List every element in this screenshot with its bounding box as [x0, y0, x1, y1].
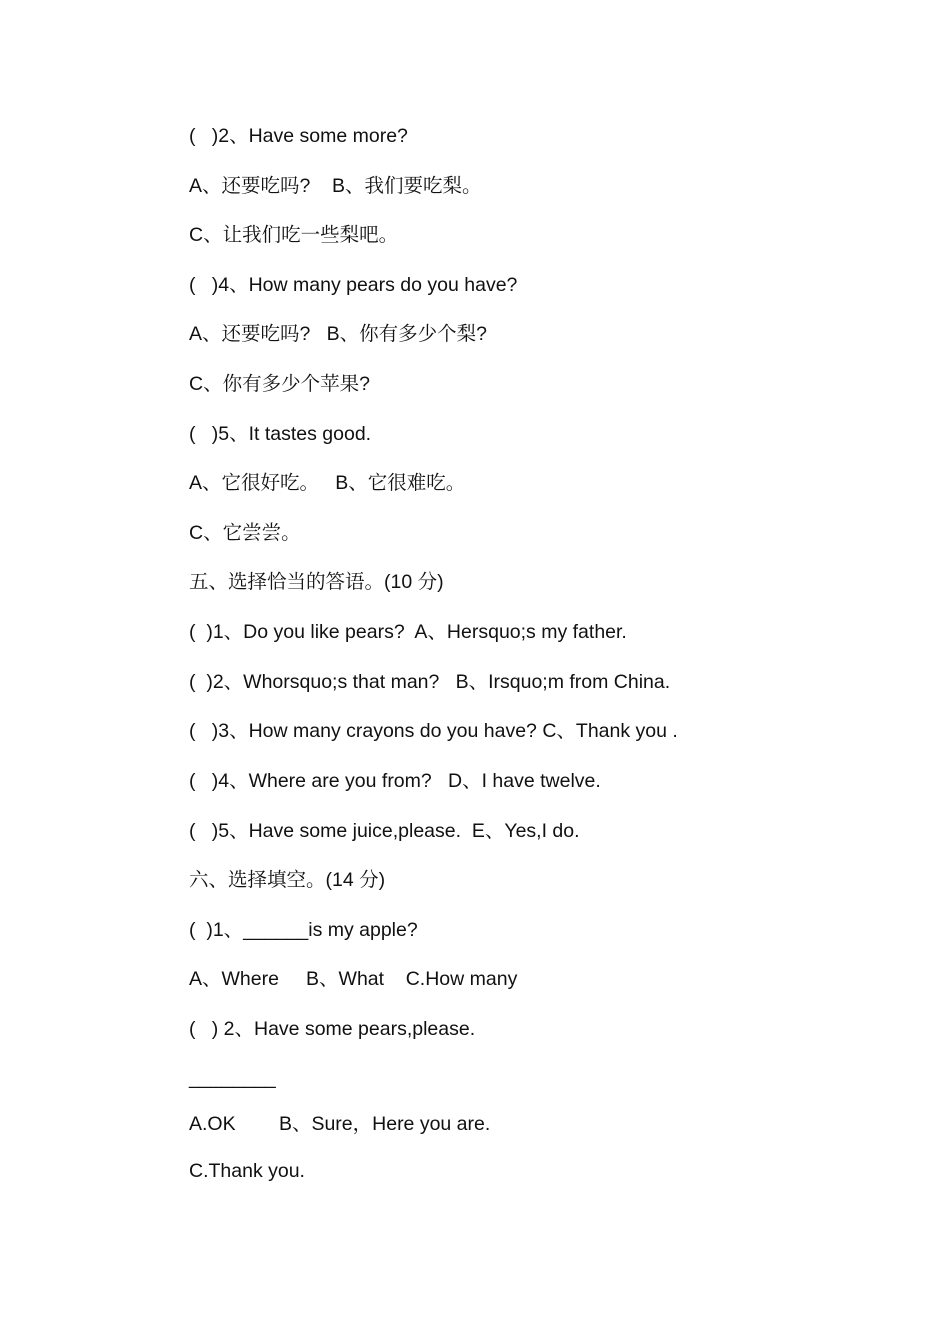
q6-2-options-ab: A.OK B、Sure，Here you are.: [189, 1113, 491, 1135]
q6-2-option-c: C.Thank you.: [189, 1160, 305, 1182]
q4-5-question: ( )5、It tastes good.: [189, 423, 372, 445]
q6-1-options: A、Where B、What C.How many: [189, 968, 518, 990]
q5-1: ( )1、Do you like pears? A、Hersquo;s my father.: [189, 621, 627, 643]
q4-2-question: ( )2、Have some more?: [189, 125, 408, 147]
q5-3: ( )3、How many crayons do you have? C、Thank you .: [189, 720, 678, 742]
q5-5: ( )5、Have some juice,please. E、Yes,I do.: [189, 820, 580, 842]
q4-2-option-c: C、让我们吃一些梨吧。: [189, 224, 399, 246]
q4-5-options-ab: A、它很好吃。 B、它很难吃。: [189, 472, 466, 494]
q4-5-option-c: C、它尝尝。: [189, 522, 301, 544]
q5-2: ( )2、Whorsquo;s that man? B、Irsquo;m from China.: [189, 671, 671, 693]
q6-1-question: ( )1、______is my apple?: [189, 919, 418, 941]
q5-4: ( )4、Where are you from? D、I have twelve.: [189, 770, 601, 792]
q4-2-options-ab: A、还要吃吗? B、我们要吃梨。: [189, 175, 482, 197]
q4-4-options-ab: A、还要吃吗? B、你有多少个梨?: [189, 323, 487, 345]
q6-2-question: ( ) 2、Have some pears,please.: [189, 1018, 476, 1040]
q6-2-answer-blank: ________: [189, 1067, 276, 1089]
section-6-heading: 六、选择填空。(14 分): [189, 869, 386, 891]
q4-4-option-c: C、你有多少个苹果?: [189, 373, 370, 395]
q4-4-question: ( )4、How many pears do you have?: [189, 274, 518, 296]
section-5-heading: 五、选择恰当的答语。(10 分): [189, 571, 444, 593]
